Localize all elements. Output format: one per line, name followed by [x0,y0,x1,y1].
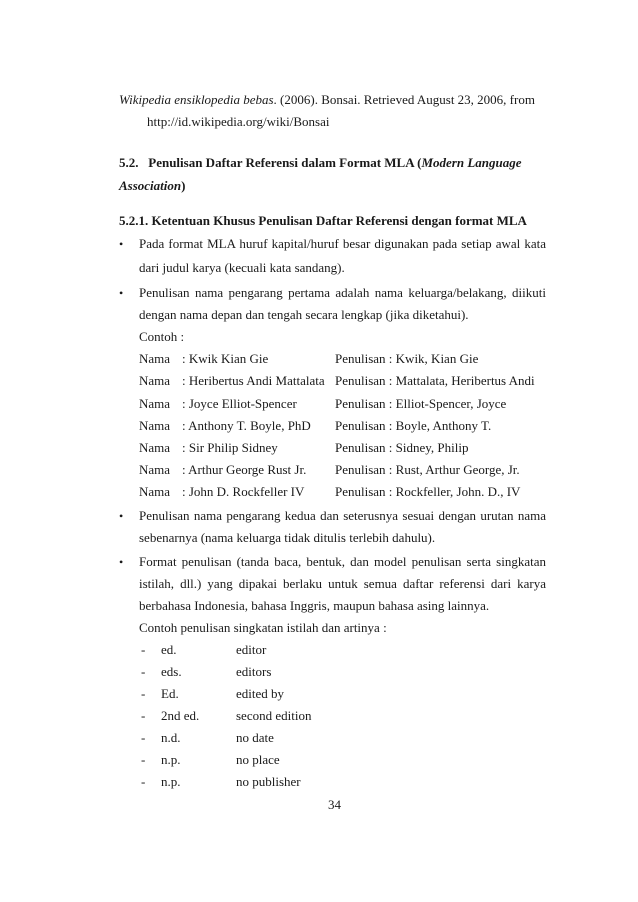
list-dash: - [141,730,146,745]
reference-source-title: Wikipedia ensiklopedia bebas [119,92,274,107]
name-label: Nama [139,462,171,477]
name-label: Nama [139,351,171,366]
bullet-1-line-1: Pada format MLA huruf kapital/huruf besar digunakan pada setiap awal kata [139,236,546,251]
section-heading-5-2-1: 5.2.1. Ketentuan Khusus Penulisan Daftar Referensi dengan format MLA [119,213,527,228]
bullet-1-line-2: dari judul karya (kecuali kata sandang). [139,260,345,275]
name-result: Penulisan : Kwik, Kian Gie [335,351,479,366]
abbreviation: eds. [161,664,182,679]
name-value: : Sir Philip Sidney [182,440,278,455]
bullet-2-line-2: dengan nama depan dan tengah secara lengkap (jika diketahui). [139,307,469,322]
abbreviation-meaning: no date [236,730,274,745]
name-value: : Anthony T. Boyle, PhD [182,418,311,433]
reference-details: . (2006). Bonsai. Retrieved August 23, 2006, from [273,92,535,107]
bullet-3-line-2: sebenarnya (nama keluarga tidak ditulis terlebih dahulu). [139,530,436,545]
name-label: Nama [139,396,171,411]
list-dash: - [141,642,146,657]
reference-entry [119,92,535,108]
name-result: Penulisan : Sidney, Philip [335,440,469,455]
name-result: Penulisan : Boyle, Anthony T. [335,418,492,433]
name-label: Nama [139,418,171,433]
list-dash: - [141,686,146,701]
abbreviation-example-label: Contoh penulisan singkatan istilah dan artinya : [139,620,387,635]
abbreviation: n.d. [161,730,181,745]
list-dash: - [141,708,146,723]
page-number: 34 [328,797,341,812]
section-title-italic-2: Association [119,178,182,193]
bullet-icon: • [119,555,124,569]
bullet-3-line-1: Penulisan nama pengarang kedua dan seterusnya sesuai dengan urutan nama [139,508,546,523]
bullet-4-line-2: istilah, dll.) yang dipakai berlaku untuk semua daftar referensi dari karya [139,576,546,591]
name-result: Penulisan : Rust, Arthur George, Jr. [335,462,520,477]
abbreviation: ed. [161,642,177,657]
bullet-icon: • [119,286,124,300]
section-heading-5-2 [119,155,522,171]
example-label: Contoh : [139,329,185,344]
name-value: : Joyce Elliot-Spencer [182,396,297,411]
abbreviation: n.p. [161,774,181,789]
section-title-italic: Modern Language [421,155,522,170]
abbreviation: Ed. [161,686,179,701]
section-number: 5.2. [119,155,139,170]
bullet-4-line-3: berbahasa Indonesia, bahasa Inggris, maupun bahasa asing lainnya. [139,598,490,613]
abbreviation-meaning: editor [236,642,267,657]
section-title-close: ) [181,178,186,193]
name-result: Penulisan : Elliot-Spencer, Joyce [335,396,507,411]
name-label: Nama [139,440,171,455]
name-value: : Kwik Kian Gie [182,351,269,366]
abbreviation: n.p. [161,752,181,767]
list-dash: - [141,774,146,789]
abbreviation-meaning: no publisher [236,774,301,789]
abbreviation-meaning: second edition [236,708,312,723]
bullet-icon: • [119,237,124,251]
bullet-icon: • [119,509,124,523]
name-label: Nama [139,484,171,499]
list-dash: - [141,664,146,679]
list-dash: - [141,752,146,767]
abbreviation: 2nd ed. [161,708,200,723]
name-label: Nama [139,373,171,388]
name-value: : Arthur George Rust Jr. [182,462,307,477]
abbreviation-meaning: no place [236,752,280,767]
name-result: Penulisan : Rockfeller, John. D., IV [335,484,521,499]
bullet-4-line-1: Format penulisan (tanda baca, bentuk, dan model penulisan serta singkatan [139,554,546,569]
name-value: : John D. Rockfeller IV [182,484,305,499]
section-heading-5-2-cont [119,178,185,194]
name-result: Penulisan : Mattalata, Heribertus Andi [335,373,535,388]
section-title: Penulisan Daftar Referensi dalam Format MLA ( [148,155,422,170]
reference-url: http://id.wikipedia.org/wiki/Bonsai [147,114,330,129]
abbreviation-meaning: editors [236,664,272,679]
name-value: : Heribertus Andi Mattalata [182,373,325,388]
bullet-2-line-1: Penulisan nama pengarang pertama adalah nama keluarga/belakang, diikuti [139,285,546,300]
abbreviation-meaning: edited by [236,686,285,701]
